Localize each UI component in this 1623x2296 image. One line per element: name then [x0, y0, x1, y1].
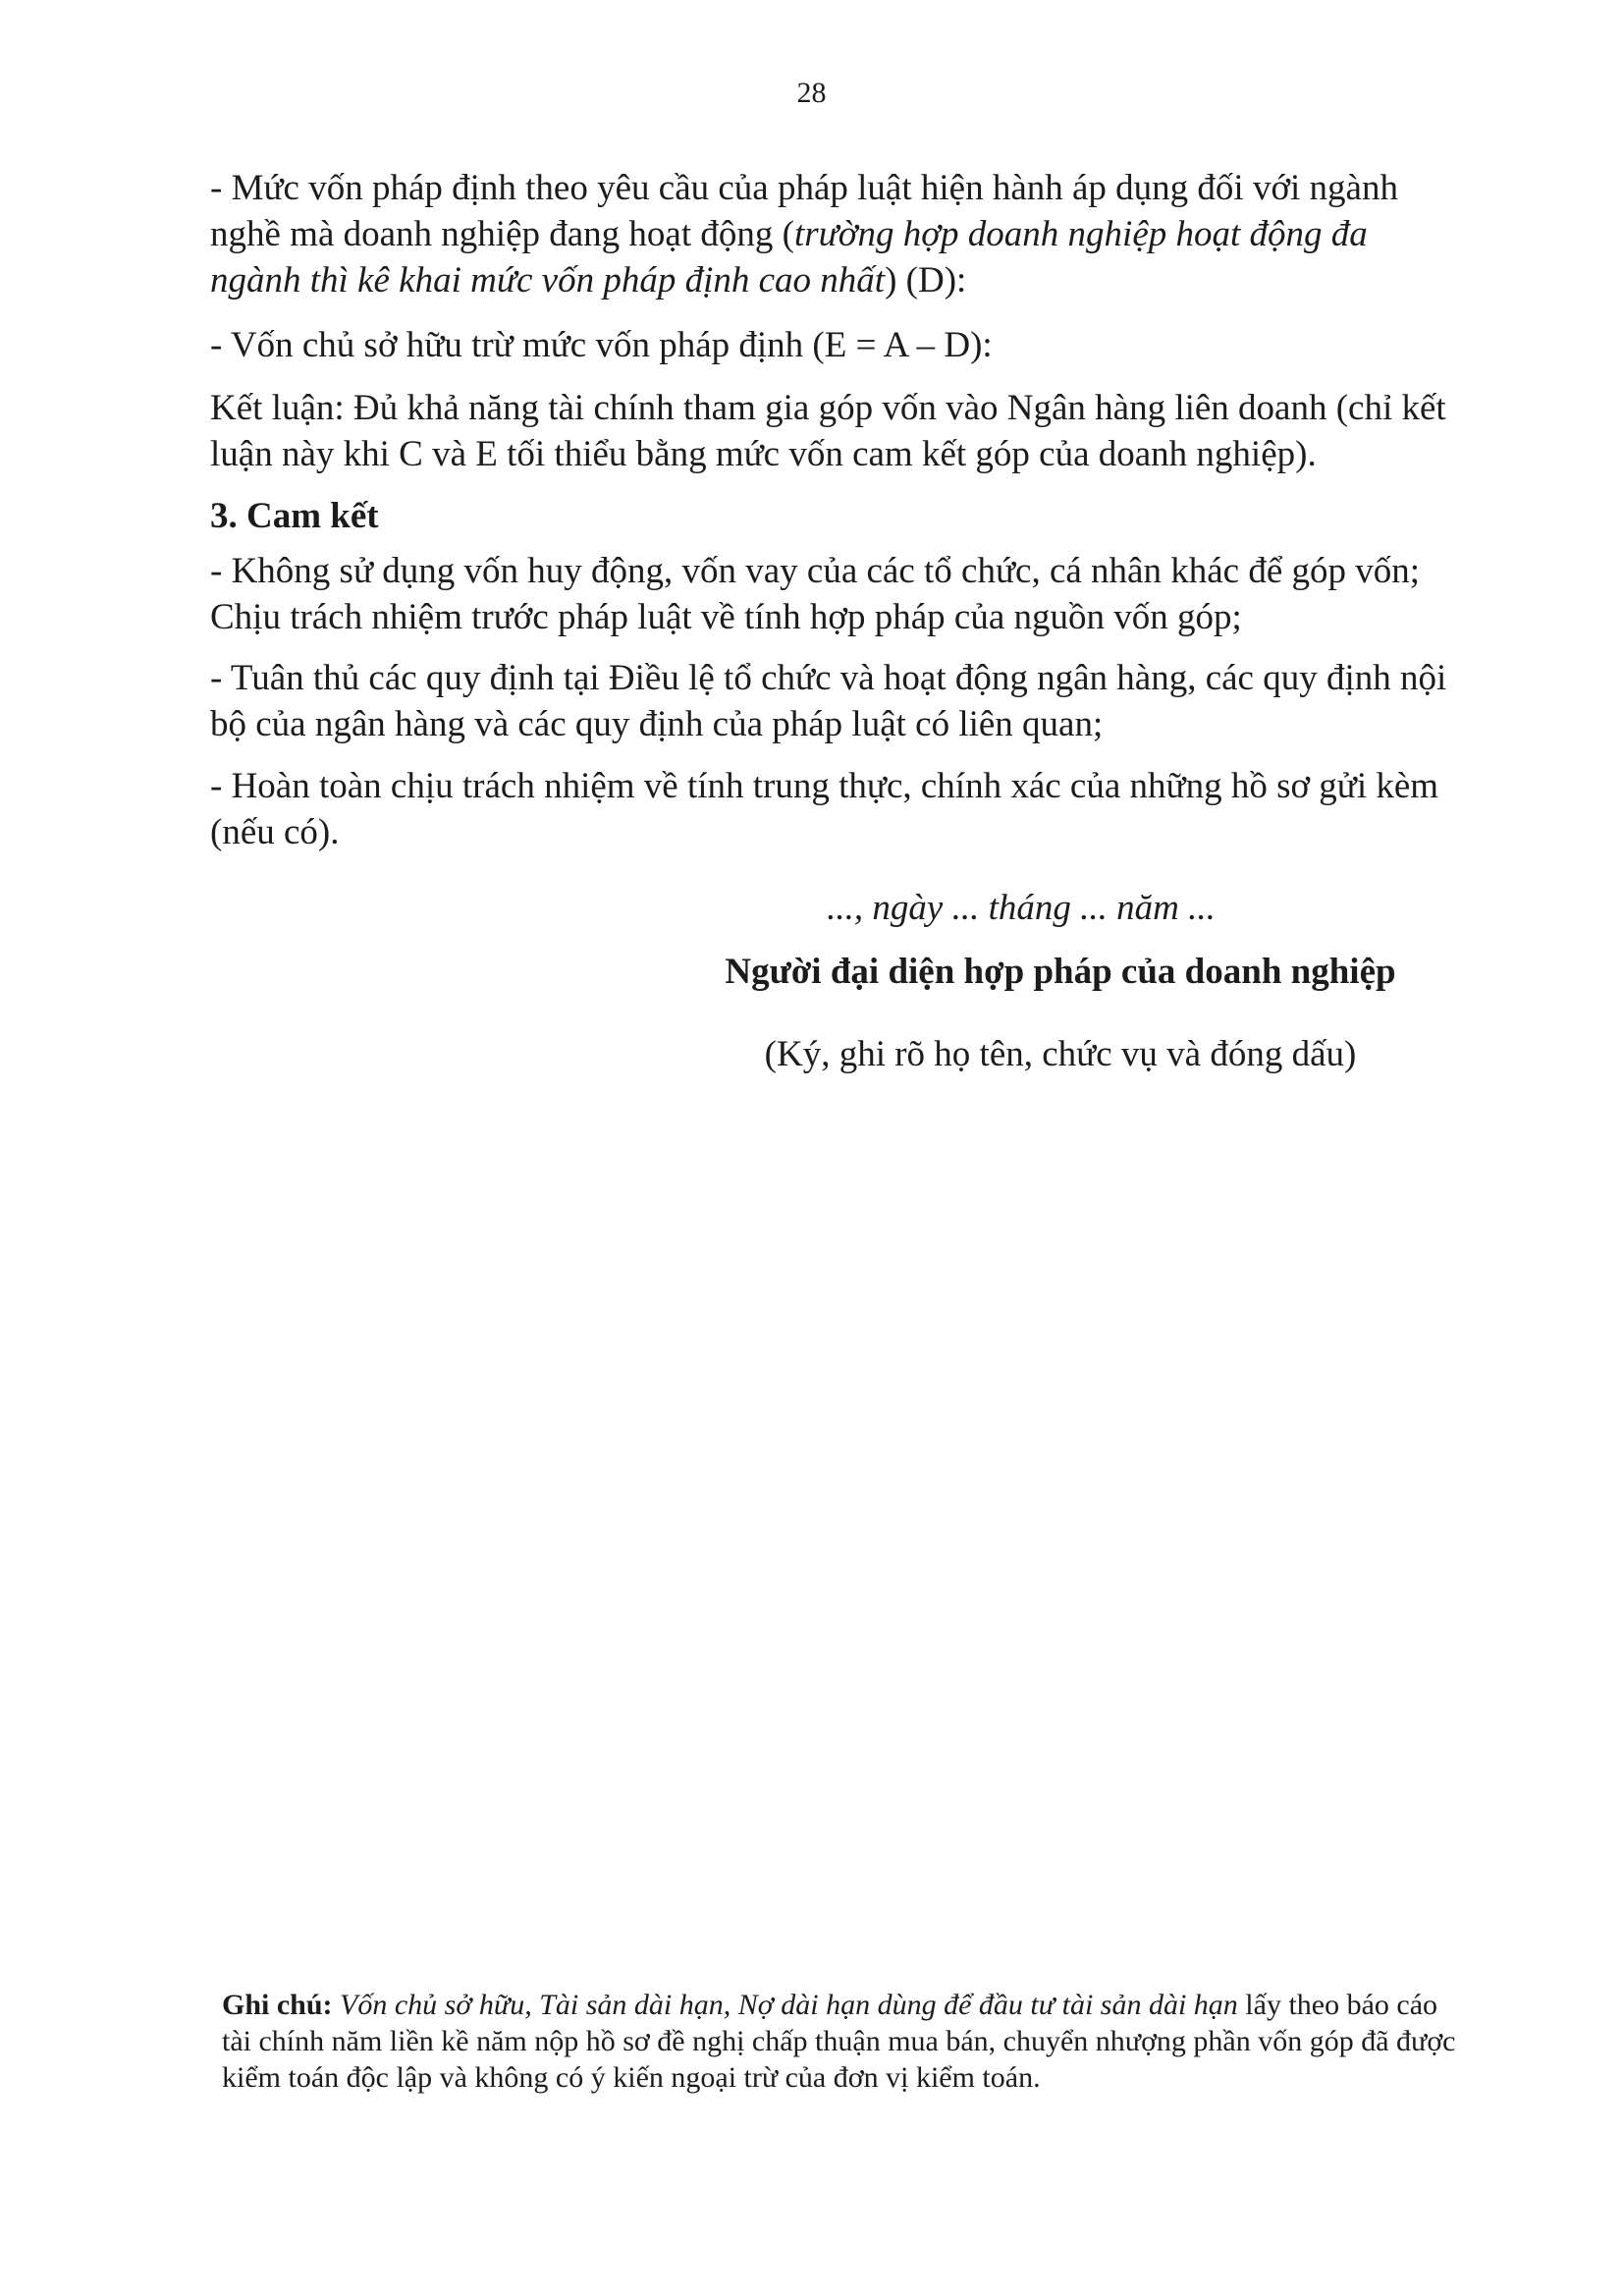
paragraph-legal-capital-italic-note: trường hợp doanh nghiệp hoạt động đa ngành thì kê khai mức vốn pháp định cao nhất: [210, 214, 1368, 301]
commitment-item-accuracy: - Hoàn toàn chịu trách nhiệm về tính trung thực, chính xác của những hồ sơ gửi kèm (nếu có).: [210, 766, 1439, 852]
footnote-italic-terms: Vốn chủ sở hữu, Tài sản dài hạn, Nợ dài hạn dùng để đầu tư tài sản dài hạn: [340, 1989, 1238, 2021]
page-number: 28: [796, 77, 827, 109]
signature-instruction: (Ký, ghi rõ họ tên, chức vụ và đóng dấu): [764, 1034, 1357, 1074]
signature-date-line: ..., ngày ... tháng ... năm ...: [827, 888, 1216, 928]
footnote-label: Ghi chú:: [222, 1989, 333, 2021]
paragraph-legal-capital-text: - Mức vốn pháp định theo yêu cầu của pháp luật hiện hành áp dụng đối với ngành nghề mà doanh nghiệp đang hoạt động (: [210, 168, 1398, 254]
section-heading-commitment: 3. Cam kết: [210, 496, 379, 536]
commitment-item-funding-source: - Không sử dụng vốn huy động, vốn vay của các tổ chức, cá nhân khác để góp vốn; Chịu trách nhiệm trước pháp luật về tính hợp pháp của nguồn vốn góp;: [210, 551, 1421, 637]
footnote-text: lấy theo báo cáo tài chính năm liền kề năm nộp hồ sơ đề nghị chấp thuận mua bán, chuyển nhượng phần vốn góp đã được kiểm toán độc lập và không có ý kiến ngoại trừ của đơn vị kiểm toán.: [222, 1989, 1456, 2094]
paragraph-legal-capital-suffix: ) (D):: [885, 260, 967, 301]
paragraph-legal-capital: [210, 165, 1449, 303]
footnote: [222, 1987, 1461, 2096]
paragraph-conclusion: Kết luận: Đủ khả năng tài chính tham gia góp vốn vào Ngân hàng liên doanh (chỉ kết luận này khi C và E tối thiểu bằng mức vốn cam kết góp của doanh nghiệp).: [210, 388, 1446, 474]
commitment-item-compliance: - Tuân thủ các quy định tại Điều lệ tổ chức và hoạt động ngân hàng, các quy định nội bộ của ngân hàng và các quy định của pháp luật có liên quan;: [210, 658, 1447, 744]
signature-title: Người đại diện hợp pháp của doanh nghiệp: [725, 952, 1396, 992]
paragraph-equity-minus-legal-capital: - Vốn chủ sở hữu trừ mức vốn pháp định (E = A – D):: [210, 325, 993, 365]
